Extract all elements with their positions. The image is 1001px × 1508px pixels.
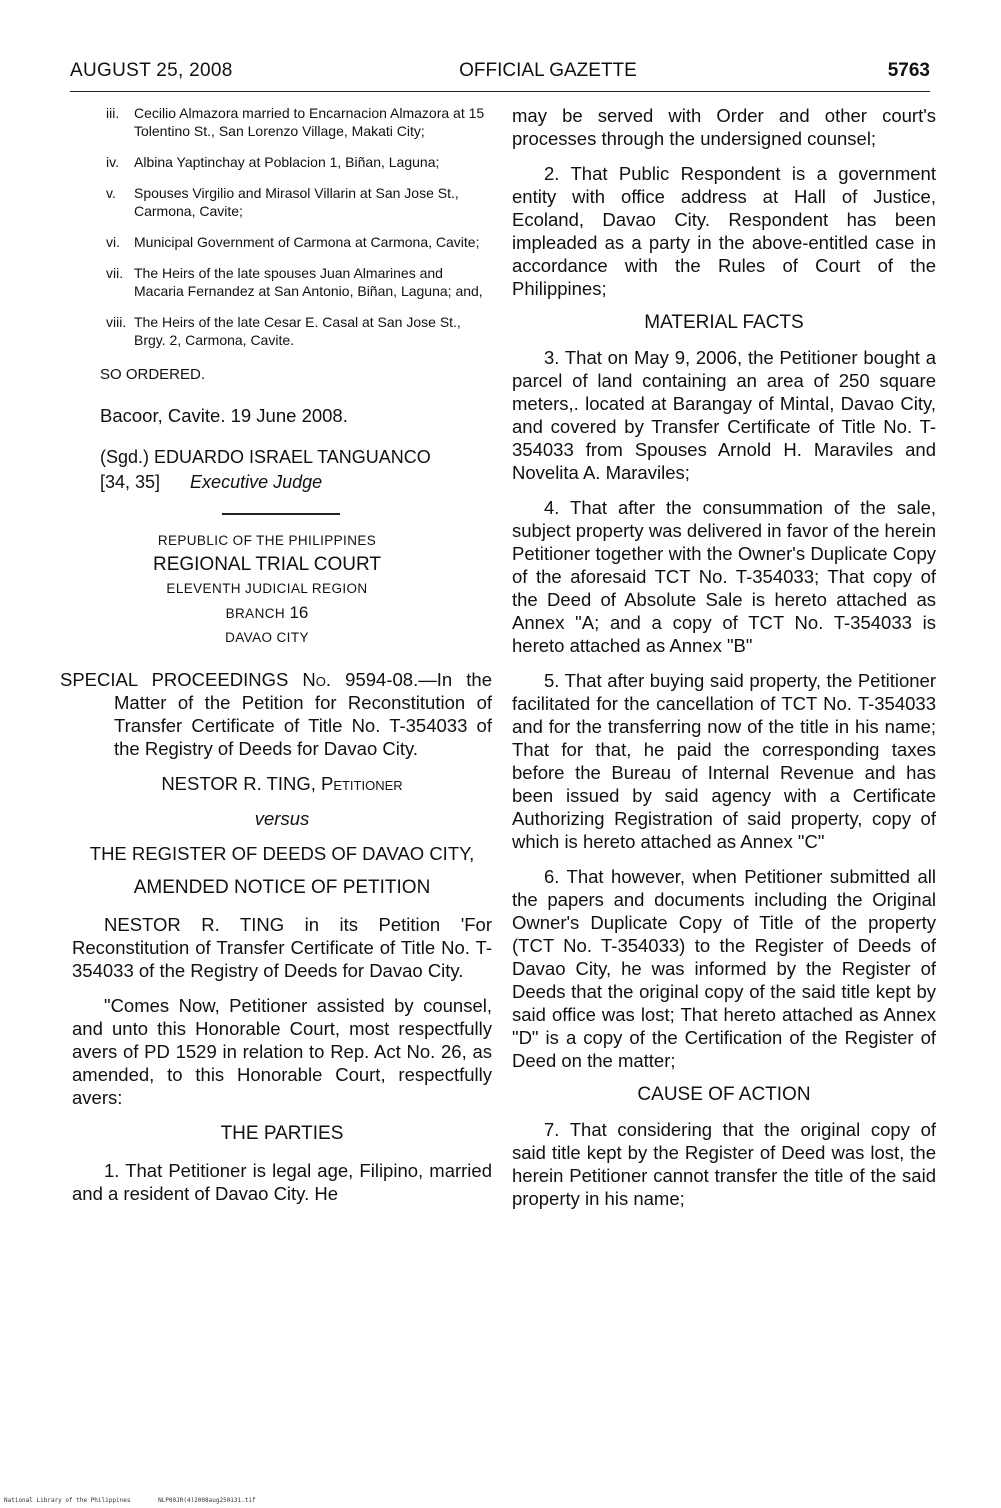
list-item: viii. The Heirs of the late Cesar E. Casal at San Jose St., Brgy. 2, Carmona, Cavite. (106, 314, 461, 348)
paragraph-1: 1. That Petitioner is legal age, Filipino, married and a resident of Davao City. He (72, 1160, 492, 1204)
case-number: SPECIAL PROCEEDINGS No. 9594-08. (60, 669, 419, 690)
list-item: iv. Albina Yaptinchay at Poblacion 1, Biñan, Laguna; (106, 154, 440, 170)
place-date: Bacoor, Cavite. 19 June 2008. (100, 405, 348, 426)
paragraph-1-continued: may be served with Order and other court's processes through the undersigned counsel; (512, 105, 936, 149)
notice-title: AMENDED NOTICE OF PETITION (133, 877, 431, 898)
scan-footer (4, 1497, 256, 1504)
signature-block (100, 445, 492, 495)
header-rule (70, 91, 930, 92)
court-caption (42, 529, 492, 650)
republic-line: REPUBLIC OF THE PHILIPPINES (157, 533, 377, 548)
addressee-list (72, 104, 492, 349)
notice-intro: NESTOR R. TING in its Petition 'For Reconstitution of Transfer Certificate of Title No. T-354033 of the Registry of Deeds for Davao City. (72, 914, 492, 981)
left-column (60, 104, 492, 1205)
paragraph-6: 6. That however, when Petitioner submitted all the papers and documents including the Original Owner's Duplicate Copy of Title of the property (TCT No. T-354033) to the Register of Deeds of Davao City, he was informed by the Register of Deeds that the original copy of the said title kept by said office was lost; That hereto attached as Annex "D" is a copy of the Certification of the Register of Deed on the matter; (512, 866, 936, 1071)
comes-now-paragraph: "Comes Now, Petitioner assisted by counsel, and unto this Honorable Court, most respectfully avers of PD 1529 in relation to Rep. Act No. 26, as amended, to this Honorable Court, respectfully avers: (72, 995, 492, 1108)
signatory-title: Executive Judge (190, 472, 323, 492)
paragraph-2: 2. That Public Respondent is a government entity with office address at Hall of Justice, Ecoland, Davao City. Respondent has been impleaded as a party in the above-entitled case in accordance with the Rules of Court of the Philippines; (512, 163, 936, 299)
footer-source: National Library of the Philippines (4, 1497, 131, 1504)
footer-file: NLP00JR(4)2008aug250131.tif (158, 1497, 256, 1504)
paragraph-7: 7. That considering that the original copy of said title kept by the Register of Deed was lost, the herein Petitioner cannot transfer the title of the said property in his name; (512, 1119, 936, 1209)
cause-of-action-heading: CAUSE OF ACTION (637, 1084, 811, 1105)
publication-title: OFFICIAL GAZETTE (459, 60, 637, 81)
judicial-region: ELEVENTH JUDICIAL REGION (166, 581, 368, 596)
issue-date: AUGUST 25, 2008 (70, 60, 233, 81)
right-column (512, 104, 936, 1210)
versus-line: versus (254, 808, 310, 829)
list-item: vi. Municipal Government of Carmona at Carmona, Cavite; (106, 234, 480, 250)
page-header (70, 60, 930, 90)
signatory-name: (Sgd.) EDUARDO ISRAEL TANGUANCO (100, 447, 431, 467)
court-city: DAVAO CITY (225, 630, 309, 645)
signatory-ref: [34, 35] (100, 472, 161, 492)
case-title: —In the Matter of the Petition for Reconstitution of Transfer Certificate of Title No. T-354033 of the Registry of Deeds for Davao City. (114, 669, 492, 759)
case-caption (60, 668, 492, 760)
page-number: 5763 (887, 60, 930, 81)
parties-heading: THE PARTIES (220, 1123, 344, 1144)
list-item: vii. The Heirs of the late spouses Juan Almarines and Macaria Fernandez at San Antonio, Biñan, Laguna; and, (106, 265, 483, 299)
list-item: v. Spouses Virgilio and Mirasol Villarin at San Jose St., Carmona, Cavite; (106, 185, 459, 219)
so-ordered: SO ORDERED. (100, 366, 206, 383)
material-facts-heading: MATERIAL FACTS (644, 312, 804, 333)
respondent-line: THE REGISTER OF DEEDS OF DAVAO CITY, (89, 843, 475, 864)
paragraph-3: 3. That on May 9, 2006, the Petitioner bought a parcel of land containing an area of 250 square meters,. located at Barangay of Mintal, Davao City, and covered by Transfer Certificate of Title No. T-354033 from Spouses Arnold H. Maraviles and Novelita A. Maraviles; (512, 347, 936, 483)
list-item: iii. Cecilio Almazora married to Encarnacion Almazora at 15 Tolentino St., San Lorenzo Village, Makati City; (106, 105, 485, 139)
section-divider (222, 513, 340, 515)
paragraph-4: 4. That after the consummation of the sale, subject property was delivered in favor of the herein Petitioner together with the Owner's Duplicate Copy of the aforesaid TCT No. T-354033; That copy of the Deed of Absolute Sale is hereto attached as Annex "A; and a copy of TCT No. T-354033 is hereto attached as Annex "B" (512, 497, 936, 656)
branch-line: BRANCH 16 (225, 603, 309, 622)
petitioner-line: NESTOR R. TING, Petitioner (161, 773, 403, 794)
paragraph-5: 5. That after buying said property, the Petitioner facilitated for the cancellation of TCT No. T-354033 and for the transferring now of the title in his name; That for that, he paid the corresponding taxes before the Bureau of Internal Revenue and has been issued by said agency with a Certificate Authorizing Registration of said property, copy of which is hereto attached as Annex "C" (512, 670, 936, 852)
court-name: REGIONAL TRIAL COURT (152, 554, 382, 575)
